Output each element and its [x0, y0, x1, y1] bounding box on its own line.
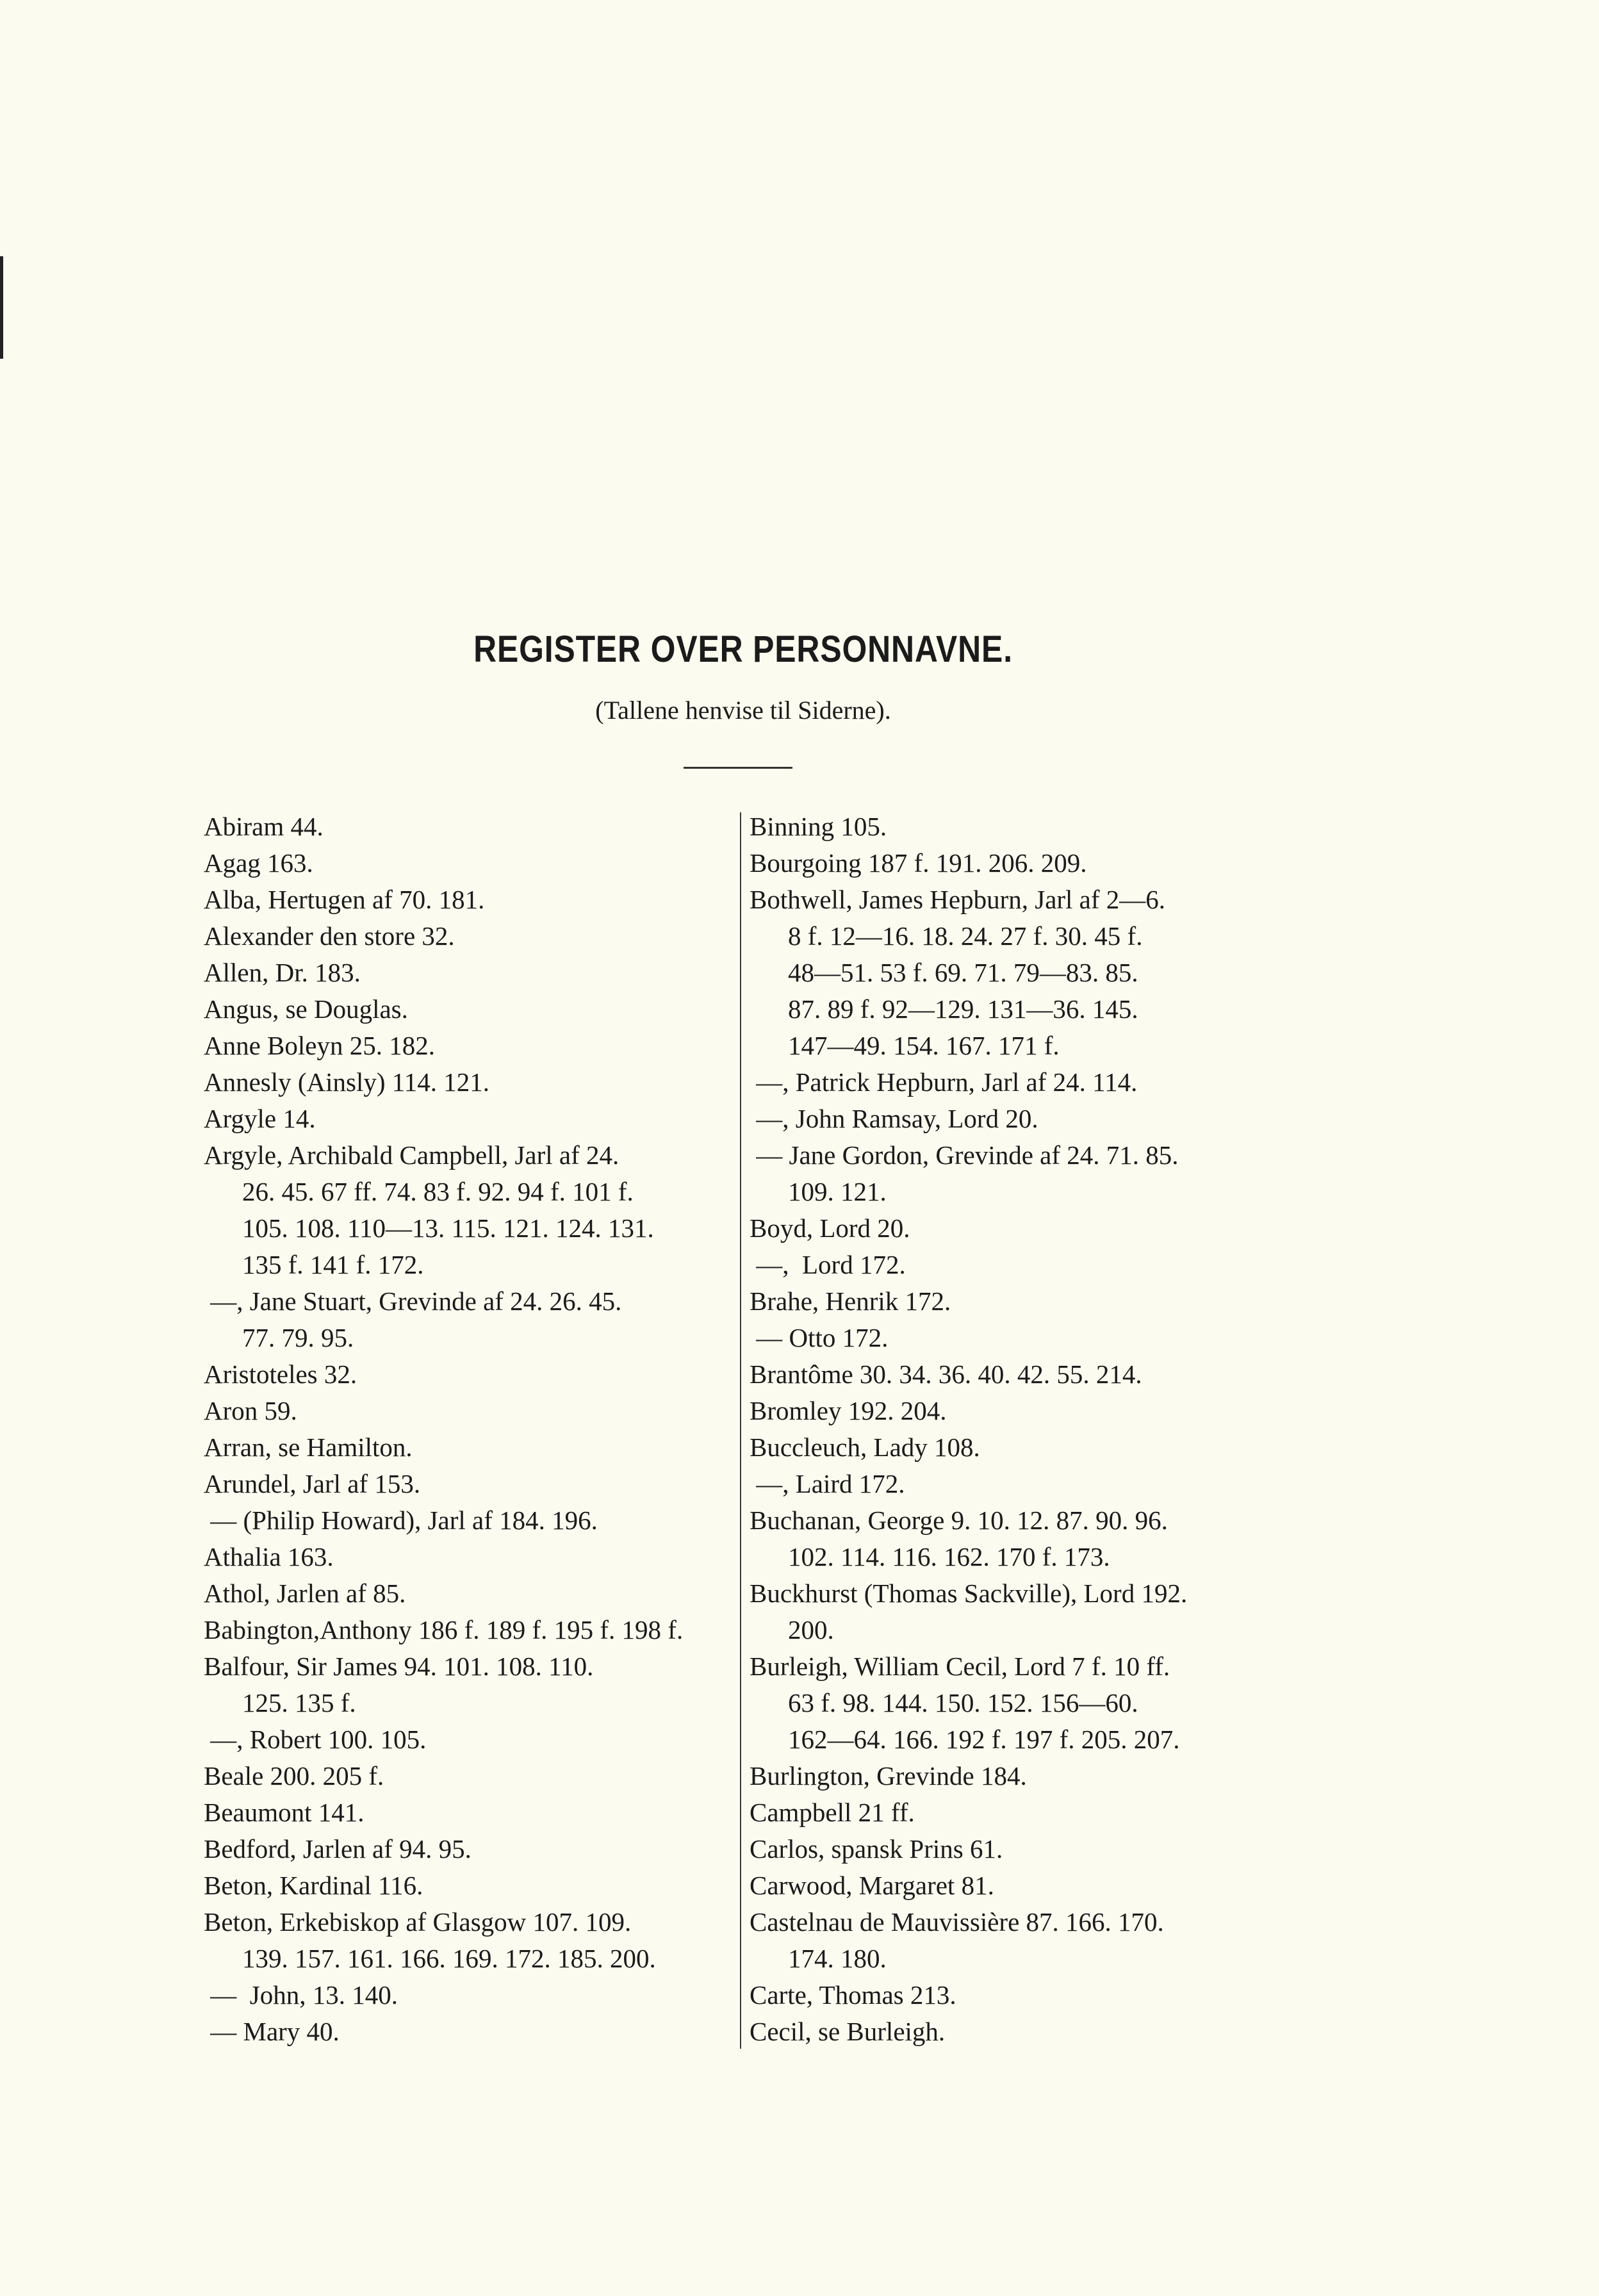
index-entry: —, Patrick Hepburn, Jarl af 24. 114.	[750, 1067, 1138, 1097]
index-entry: Campbell 21 ff.	[750, 1798, 915, 1827]
index-entry: — Otto 172.	[750, 1323, 889, 1352]
index-entry: Babington,Anthony 186 f. 189 f. 195 f. 198 f.	[204, 1615, 684, 1644]
index-entry: — Mary 40.	[204, 2017, 340, 2046]
index-entry: Beton, Erkebiskop af Glasgow 107. 109.	[204, 1907, 632, 1937]
index-entry: Abiram 44.	[204, 812, 324, 841]
index-entry: Bedford, Jarlen af 94. 95.	[204, 1834, 472, 1864]
index-entry: Arundel, Jarl af 153.	[204, 1469, 421, 1498]
page-title: REGISTER OVER PERSONNAVNE.	[473, 628, 1013, 670]
index-entry: 87. 89 f. 92—129. 131—36. 145.	[788, 994, 1138, 1024]
index-entry: 174. 180.	[788, 1944, 887, 1973]
index-entry: Beton, Kardinal 116.	[204, 1871, 423, 1900]
index-entry: Balfour, Sir James 94. 101. 108. 110.	[204, 1652, 594, 1681]
index-entry: 162—64. 166. 192 f. 197 f. 205. 207.	[788, 1725, 1180, 1754]
index-column-left	[204, 808, 732, 2050]
index-column-right	[750, 808, 1281, 2050]
index-entry: 125. 135 f.	[242, 1688, 356, 1718]
index-entry: Bourgoing 187 f. 191. 206. 209.	[750, 848, 1087, 878]
index-entry: Buccleuch, Lady 108.	[750, 1432, 980, 1462]
index-entry: Carte, Thomas 213.	[750, 1980, 956, 2010]
index-entry: Anne Boleyn 25. 182.	[204, 1031, 435, 1060]
index-entry: Annesly (Ainsly) 114. 121.	[204, 1067, 490, 1097]
index-entry: 102. 114. 116. 162. 170 f. 173.	[788, 1542, 1110, 1571]
index-entry: Buckhurst (Thomas Sackville), Lord 192.	[750, 1578, 1188, 1608]
page-edge-mark	[0, 256, 3, 359]
index-entry: Argyle, Archibald Campbell, Jarl af 24.	[204, 1140, 619, 1170]
page-subtitle: (Tallene henvise til Siderne).	[595, 696, 891, 725]
index-entry: Boyd, Lord 20.	[750, 1213, 910, 1243]
index-entry: — (Philip Howard), Jarl af 184. 196.	[204, 1505, 598, 1535]
index-entry: Athalia 163.	[204, 1542, 334, 1571]
index-entry: Beaumont 141.	[204, 1798, 365, 1827]
index-entry: Carwood, Margaret 81.	[750, 1871, 994, 1900]
index-entry: 139. 157. 161. 166. 169. 172. 185. 200.	[242, 1944, 656, 1973]
index-entry: 48—51. 53 f. 69. 71. 79—83. 85.	[788, 958, 1138, 987]
index-entry: 77. 79. 95.	[242, 1323, 354, 1352]
index-entry: Beale 200. 205 f.	[204, 1761, 384, 1791]
index-entry: Burleigh, William Cecil, Lord 7 f. 10 ff.	[750, 1652, 1170, 1681]
index-entry: Bromley 192. 204.	[750, 1396, 947, 1425]
index-entry: —, John Ramsay, Lord 20.	[750, 1104, 1038, 1133]
index-entry: Arran, se Hamilton.	[204, 1432, 413, 1462]
index-entry: Brantôme 30. 34. 36. 40. 42. 55. 214.	[750, 1359, 1142, 1389]
index-entry: 63 f. 98. 144. 150. 152. 156—60.	[788, 1688, 1138, 1718]
index-entry: —, Lord 172.	[750, 1250, 906, 1279]
index-entry: —, Robert 100. 105.	[204, 1725, 427, 1754]
index-entry: Burlington, Grevinde 184.	[750, 1761, 1027, 1791]
index-entry: 147—49. 154. 167. 171 f.	[788, 1031, 1060, 1060]
index-entry: 135 f. 141 f. 172.	[242, 1250, 424, 1279]
index-entry: Alexander den store 32.	[204, 921, 455, 951]
index-entry: — Jane Gordon, Grevinde af 24. 71. 85.	[750, 1140, 1179, 1170]
index-entry: 200.	[788, 1615, 834, 1644]
index-entry: Carlos, spansk Prins 61.	[750, 1834, 1003, 1864]
index-entry: Angus, se Douglas.	[204, 994, 408, 1024]
index-entry: —, Laird 172.	[750, 1469, 905, 1498]
index-entry: Argyle 14.	[204, 1104, 316, 1133]
index-entry: Brahe, Henrik 172.	[750, 1286, 951, 1316]
index-entry: Buchanan, George 9. 10. 12. 87. 90. 96.	[750, 1505, 1168, 1535]
index-entry: — John, 13. 140.	[204, 1980, 398, 2010]
index-entry: 8 f. 12—16. 18. 24. 27 f. 30. 45 f.	[788, 921, 1143, 951]
index-entry: Castelnau de Mauvissière 87. 166. 170.	[750, 1907, 1164, 1937]
column-divider	[740, 812, 741, 2049]
index-entry: Alba, Hertugen af 70. 181.	[204, 885, 485, 914]
index-entry: Aron 59.	[204, 1396, 297, 1425]
title-rule	[684, 767, 792, 769]
index-entry: 105. 108. 110—13. 115. 121. 124. 131.	[242, 1213, 654, 1243]
index-entry: —, Jane Stuart, Grevinde af 24. 26. 45.	[204, 1286, 622, 1316]
index-entry: Agag 163.	[204, 848, 313, 878]
index-entry: 26. 45. 67 ff. 74. 83 f. 92. 94 f. 101 f.	[242, 1177, 634, 1206]
index-entry: Bothwell, James Hepburn, Jarl af 2—6.	[750, 885, 1166, 914]
index-entry: Allen, Dr. 183.	[204, 958, 361, 987]
index-entry: Cecil, se Burleigh.	[750, 2017, 946, 2046]
index-entry: 109. 121.	[788, 1177, 887, 1206]
index-entry: Binning 105.	[750, 812, 887, 841]
index-entry: Aristoteles 32.	[204, 1359, 357, 1389]
index-entry: Athol, Jarlen af 85.	[204, 1578, 406, 1608]
